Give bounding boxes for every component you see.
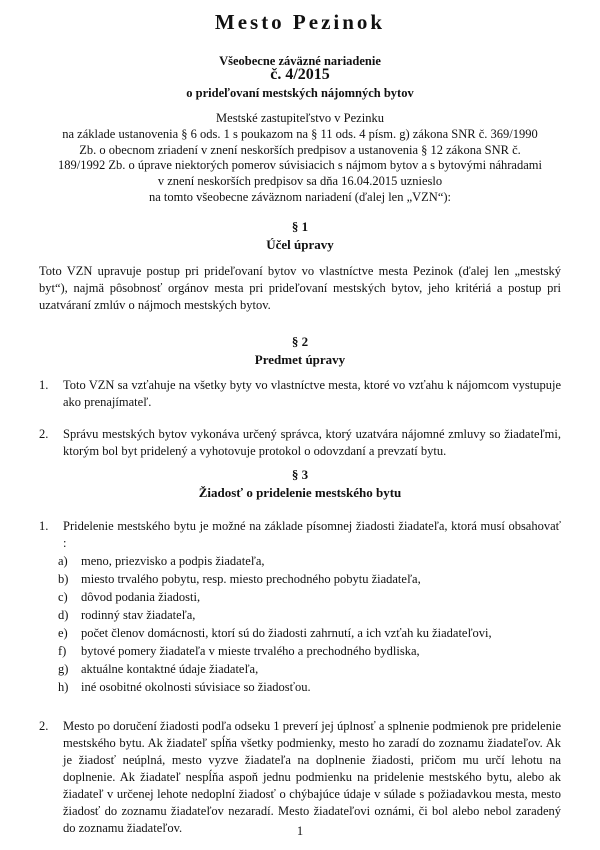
intro-line: Zb. o obecnom zriadení v znení neskorších predpisov a ustanovenia § 12 zákona SNR č. <box>79 142 521 157</box>
sub-item-text: miesto trvalého pobytu, resp. miesto prechodného pobytu žiadateľa, <box>81 572 421 586</box>
list-item <box>39 377 561 411</box>
item-number: 1. <box>39 378 49 392</box>
list-item <box>39 718 561 837</box>
section-heading <box>30 333 570 369</box>
sub-list-item <box>58 571 421 589</box>
section-number: § 3 <box>291 467 309 482</box>
section-heading <box>30 218 570 254</box>
item-number: 1. <box>39 519 49 533</box>
item-number: 2. <box>39 427 49 441</box>
sub-list-item <box>58 643 420 661</box>
regulation-type: Všeobecne záväzné nariadenie <box>219 54 381 68</box>
sub-item-letter: f) <box>58 644 67 658</box>
section-title: Predmet úpravy <box>254 352 346 367</box>
intro-line: na tomto všeobecne záväznom nariadení (ďalej len „VZN“): <box>148 189 452 204</box>
document-title: Mesto Pezinok <box>214 10 386 34</box>
intro-line: v znení neskorších predpisov sa dňa 16.04.2015 uznieslo <box>157 174 443 189</box>
sub-item-letter: a) <box>58 554 68 568</box>
sub-list-item <box>58 553 265 571</box>
list-item <box>39 518 561 552</box>
list-item <box>39 426 561 460</box>
section-title: Žiadosť o pridelenie mestského bytu <box>198 485 402 500</box>
section-title: Účel úpravy <box>266 237 334 252</box>
sub-item-text: rodinný stav žiadateľa, <box>81 608 196 622</box>
page-number: 1 <box>296 824 304 838</box>
sub-item-text: dôvod podania žiadosti, <box>81 590 201 604</box>
sub-item-letter: h) <box>58 680 69 694</box>
sub-item-text: počet členov domácnosti, ktorí sú do žiadosti zahrnutí, a ich vzťah ku žiadateľovi, <box>81 626 492 640</box>
section-number: § 1 <box>291 219 309 234</box>
sub-item-text: meno, priezvisko a podpis žiadateľa, <box>81 554 265 568</box>
sub-list-item <box>58 589 200 607</box>
section-paragraph: Toto VZN upravuje postup pri prideľovaní bytov vo vlastníctve mesta Pezinok (ďalej len „mestský byt“), najmä pôsobnosť orgánov mesta pri prideľovaní mestských bytov, jeho kritériá a postup pri uzatváraní zmlúv o nájmoch mestských bytov. <box>39 264 561 312</box>
sub-list-item <box>58 625 492 643</box>
sub-item-letter: c) <box>58 590 68 604</box>
sub-list-item <box>58 679 311 697</box>
item-text: Pridelenie mestského bytu je možné na základe písomnej žiadosti žiadateľa, ktorá musí obsahovať : <box>63 519 561 550</box>
intro-line: 189/1992 Zb. o úprave niektorých pomerov súvisiacich s nájmom bytov a s bytovými náhradami <box>58 158 542 173</box>
sub-item-letter: g) <box>58 662 69 676</box>
item-text: Mesto po doručení žiadosti podľa odseku 1 preverí jej úplnosť a splnenie podmienok pre pridelenie mestského bytu. Ak žiadateľ spĺňa všetky podmienky, mesto ho zaradí do zoznamu žiadateľov. Ak je žiadosť neúplná, mesto vyzve žiadateľa na doplnenie žiadosti, pričom mu určí lehotu na doplnenie. Ak žiadateľ nespĺňa aspoň jednu podmienku na pridelenie mestského bytu, alebo ak žiadateľ v určenej lehote nedoplní žiadosť o chýbajúce údaje v súlade s požiadavkou mesta, mesto žiadosť do zoznamu žiadateľov nezaradí. Mesto žiadateľovi oznámi, či bol alebo nebol zaradený do zoznamu žiadateľov. <box>63 719 561 835</box>
sub-item-letter: d) <box>58 608 69 622</box>
sub-item-text: aktuálne kontaktné údaje žiadateľa, <box>81 662 259 676</box>
item-number: 2. <box>39 719 49 733</box>
sub-item-letter: e) <box>58 626 68 640</box>
regulation-number: č. 4/2015 <box>270 66 330 83</box>
section-heading <box>30 466 570 502</box>
regulation-subject: o prideľovaní mestských nájomných bytov <box>186 86 414 100</box>
sub-item-text: iné osobitné okolnosti súvisiace so žiadosťou. <box>81 680 311 694</box>
sub-item-letter: b) <box>58 572 69 586</box>
intro-line: Mestské zastupiteľstvo v Pezinku <box>216 111 384 125</box>
item-text: Toto VZN sa vzťahuje na všetky byty vo vlastníctve mesta, ktoré vo vzťahu k nájomcom vystupuje ako prenajímateľ. <box>63 378 561 409</box>
sub-item-text: bytové pomery žiadateľa v mieste trvalého a prechodného bydliska, <box>81 644 420 658</box>
intro-block <box>30 111 570 206</box>
section-number: § 2 <box>291 334 309 349</box>
intro-line: na základe ustanovenia § 6 ods. 1 s poukazom na § 11 ods. 4 písm. g) zákona SNR č. 369/1990 <box>62 126 538 141</box>
item-text: Správu mestských bytov vykonáva určený správca, ktorý uzatvára nájomné zmluvy so žiadateľmi, ktorým bol byt pridelený a vyhotovuje protokol o odovzdaní a prevzatí bytu. <box>63 427 561 458</box>
sub-list-item <box>58 607 195 625</box>
sub-list-item <box>58 661 258 679</box>
